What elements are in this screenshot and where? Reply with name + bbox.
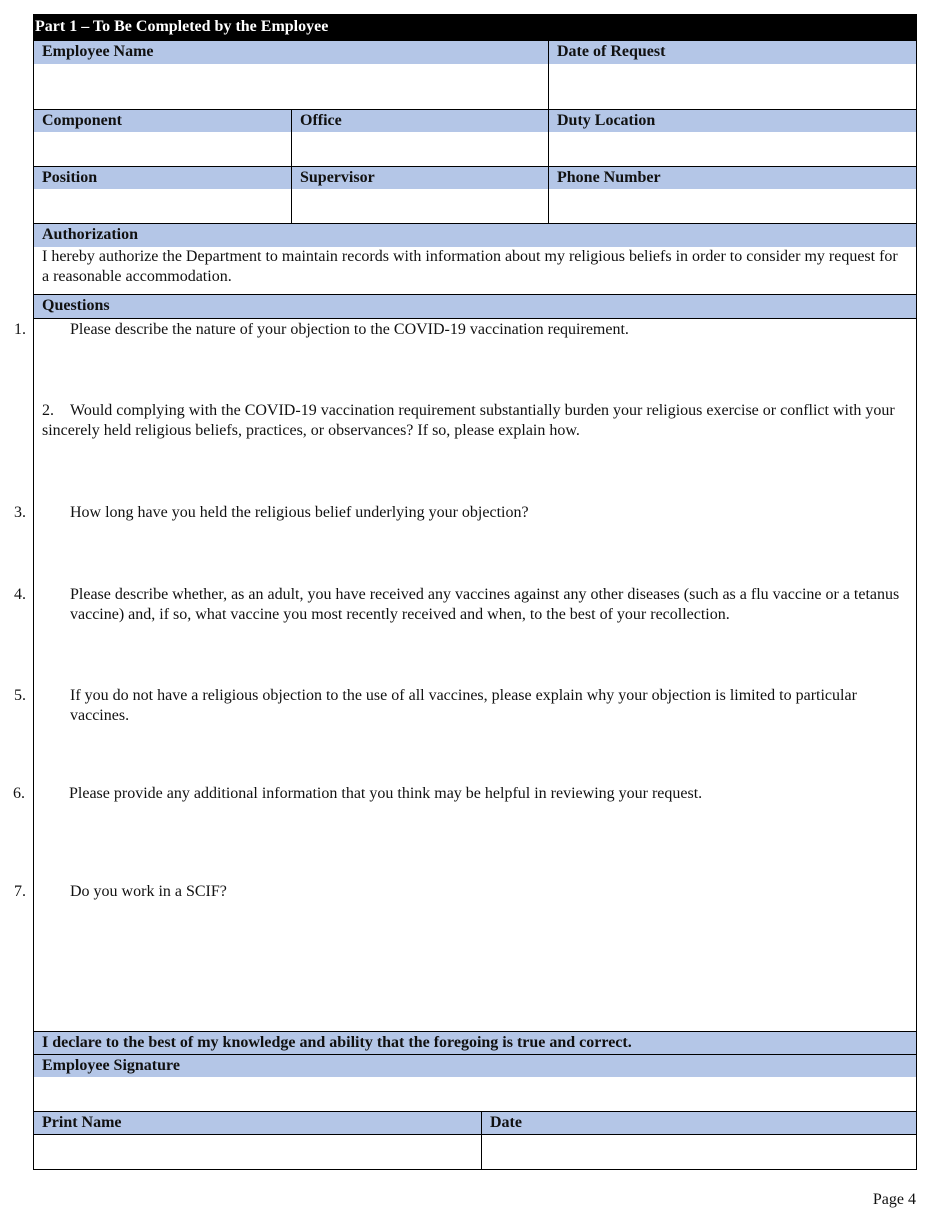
duty-location-label: Duty Location xyxy=(548,110,917,132)
question-4 xyxy=(14,585,914,625)
question-text: Please provide any additional information that you think may be helpful in reviewing your request. xyxy=(69,785,703,802)
divider xyxy=(291,110,292,224)
date-field[interactable] xyxy=(481,1135,917,1169)
question-number: 3. xyxy=(14,504,26,521)
phone-number-field[interactable] xyxy=(548,189,917,223)
question-text: Do you work in a SCIF? xyxy=(70,883,227,900)
print-name-field[interactable] xyxy=(33,1135,481,1169)
question-6 xyxy=(13,784,913,804)
question-text: Would complying with the COVID-19 vaccination requirement substantially burden your religious exercise or conflict with your sincerely held religious beliefs, practices, or observances? If so, please explain how. xyxy=(42,402,895,439)
part-title: Part 1 – To Be Completed by the Employee xyxy=(33,14,917,41)
question-5 xyxy=(14,686,914,726)
employee-signature-field[interactable] xyxy=(33,1077,917,1111)
question-2 xyxy=(42,401,920,441)
question-text: Please describe the nature of your objection to the COVID-19 vaccination requirement. xyxy=(70,321,629,338)
supervisor-label: Supervisor xyxy=(291,167,548,189)
rule xyxy=(33,1134,917,1135)
rule xyxy=(33,166,917,167)
rule xyxy=(33,318,917,319)
question-number: 2. xyxy=(42,402,54,419)
supervisor-field[interactable] xyxy=(291,189,548,223)
question-number: 7. xyxy=(14,883,26,900)
divider xyxy=(481,1112,482,1170)
authorization-text: I hereby authorize the Department to maintain records with information about my religious beliefs in order to consider my request for a reasonable accommodation. xyxy=(42,248,898,285)
component-field[interactable] xyxy=(33,132,291,166)
page-number: Page 4 xyxy=(872,1191,916,1208)
rule xyxy=(33,109,917,110)
border-left xyxy=(33,14,34,1170)
question-number: 6. xyxy=(13,785,25,802)
question-text: How long have you held the religious belief underlying your objection? xyxy=(70,504,529,521)
date-label: Date xyxy=(481,1112,917,1134)
rule xyxy=(33,1031,917,1032)
questions-heading: Questions xyxy=(33,295,917,318)
question-7 xyxy=(14,882,914,902)
phone-number-label: Phone Number xyxy=(548,167,917,189)
office-field[interactable] xyxy=(291,132,548,166)
component-label: Component xyxy=(33,110,291,132)
declaration-text: I declare to the best of my knowledge and ability that the foregoing is true and correct. xyxy=(33,1032,917,1054)
rule xyxy=(33,223,917,224)
question-3 xyxy=(14,503,914,523)
question-text: Please describe whether, as an adult, you have received any vaccines against any other diseases (such as a flu vaccine or a tetanus vaccine) and, if so, what vaccine you most recently received and when, to the best of your recollection. xyxy=(70,586,900,623)
divider xyxy=(548,41,549,224)
print-name-label: Print Name xyxy=(33,1112,481,1134)
date-of-request-label: Date of Request xyxy=(548,41,917,64)
border-right xyxy=(916,14,917,1170)
duty-location-field[interactable] xyxy=(548,132,917,166)
question-1 xyxy=(14,320,914,340)
employee-signature-label: Employee Signature xyxy=(33,1055,917,1077)
authorization-heading: Authorization xyxy=(33,224,917,247)
question-number: 1. xyxy=(14,321,26,338)
employee-name-field[interactable] xyxy=(33,64,548,109)
office-label: Office xyxy=(291,110,548,132)
date-of-request-field[interactable] xyxy=(548,64,917,109)
rule xyxy=(33,1111,917,1112)
rule xyxy=(33,294,917,295)
employee-request-form xyxy=(13,14,917,1170)
border-bottom xyxy=(33,1169,917,1170)
position-label: Position xyxy=(33,167,291,189)
employee-name-label: Employee Name xyxy=(33,41,548,64)
position-field[interactable] xyxy=(33,189,291,223)
question-text: If you do not have a religious objection to the use of all vaccines, please explain why your objection is limited to particular vaccines. xyxy=(70,687,857,724)
question-number: 5. xyxy=(14,687,26,704)
rule xyxy=(33,1054,917,1055)
question-number: 4. xyxy=(14,586,26,603)
